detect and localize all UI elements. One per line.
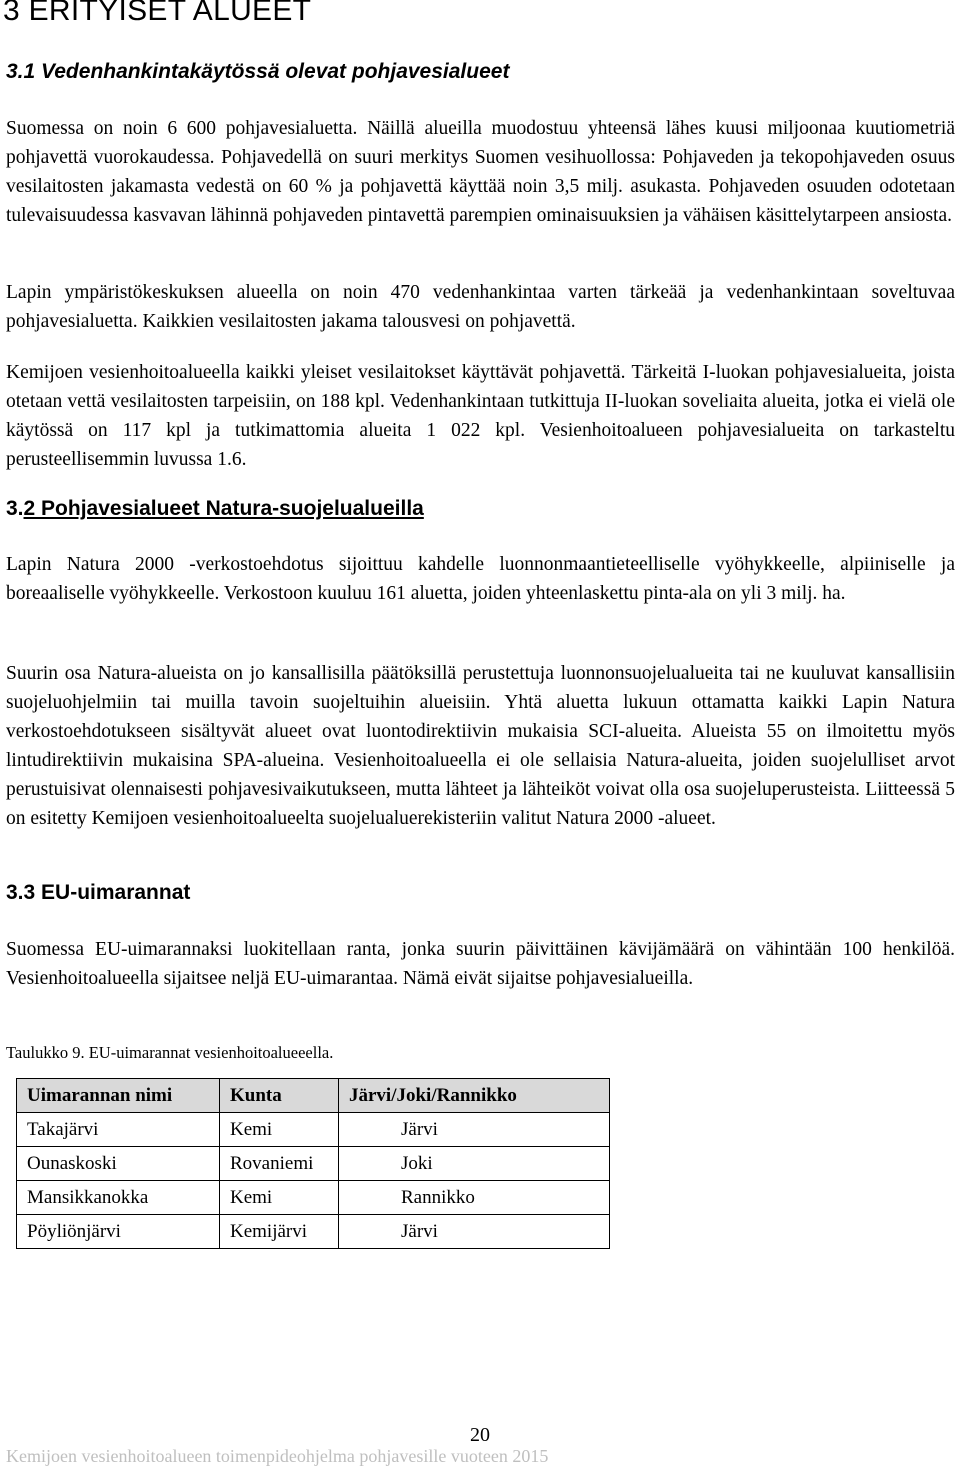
- paragraph-3-1-3: Kemijoen vesienhoitoalueella kaikki yleiset vesilaitokset käyttävät pohjavettä. Tärkeitä I-luokan pohjavesialueita, joista otetaan vettä vesilaitosten tarpeisiin, on 188 kpl. Vedenhankintaan tutkittuja II-luokan soveliaita alueita, jotka ei vielä ole käytössä on 117 kpl ja tutkimattomia alueita 1 022 kpl. Vesienhoitoalueen pohjavesialueita on tarkasteltu perusteellisemmin luvussa 1.6.: [6, 362, 955, 470]
- cell-municipality: Kemi: [220, 1181, 339, 1215]
- cell-beach-name: Pöyliönjärvi: [17, 1215, 220, 1249]
- cell-municipality: Kemijärvi: [220, 1215, 339, 1249]
- paragraph-3-1-2: Lapin ympäristökeskuksen alueella on noin 470 vedenhankintaa varten tärkeää ja vedenhankintaan soveltuvaa pohjavesialuetta. Kaikkien vesilaitosten jakama talousvesi on pohjavettä.: [6, 282, 955, 332]
- table-row: [17, 1181, 610, 1215]
- section-3-3-title: 3.3 EU-uimarannat: [6, 881, 191, 904]
- page-heading: 3 ERITYISET ALUEET: [3, 0, 312, 27]
- section-3-2-title-number: 3.: [6, 497, 24, 520]
- paragraph-3-2-1: Lapin Natura 2000 -verkostoehdotus sijoittuu kahdelle luonnonmaantieteelliselle vyöhykkeelle, alpiiniselle ja boreaaliselle vyöhykkeelle. Verkostoon kuuluu 161 aluetta, joiden yhteenlaskettu pinta-ala on yli 3 milj. ha.: [6, 554, 955, 604]
- paragraph-3-3-1: Suomessa EU-uimarannaksi luokitellaan ranta, jonka suurin päivittäinen kävijämäärä on vähintään 100 henkilöä. Vesienhoitoalueella sijaitsee neljä EU-uimarantaa. Nämä eivät sijaitse pohjavesialueilla.: [6, 939, 955, 989]
- cell-beach-name: Takajärvi: [17, 1113, 220, 1147]
- cell-beach-name: Ounaskoski: [17, 1147, 220, 1181]
- page-number: 20: [470, 1424, 490, 1446]
- page-footer: Kemijoen vesienhoitoalueen toimenpideohjelma pohjavesille vuoteen 2015: [6, 1446, 549, 1466]
- section-3-1-title: 3.1 Vedenhankintakäytössä olevat pohjavesialueet: [6, 60, 510, 83]
- section-3-2-title-text: 2 Pohjavesialueet Natura-suojelualueilla: [23, 497, 424, 520]
- header-municipality: Kunta: [220, 1079, 339, 1113]
- cell-municipality: Kemi: [220, 1113, 339, 1147]
- cell-water-type: Järvi: [339, 1215, 610, 1249]
- cell-beach-name: Mansikkanokka: [17, 1181, 220, 1215]
- cell-water-type: Joki: [339, 1147, 610, 1181]
- cell-water-type: Järvi: [339, 1113, 610, 1147]
- table-header-row: [17, 1079, 610, 1113]
- paragraph-3-1-1: Suomessa on noin 6 600 pohjavesialuetta. Näillä alueilla muodostuu yhteensä lähes kuusi miljoonaa kuutiometriä pohjavettä vuorokaudessa. Pohjavedellä on suuri merkitys Suomen vesihuollossa: Pohjaveden ja tekopohjaveden osuus vesilaitosten jakamasta vedestä on 60 % ja pohjavettä käyttää noin 3,5 milj. asukasta. Pohjaveden osuuden odotetaan tulevaisuudessa kasvavan lähinnä pohjaveden pintavettä parempien ominaisuuksien ja vähäisen käsittelytarpeen ansiosta.: [6, 118, 955, 226]
- cell-municipality: Rovaniemi: [220, 1147, 339, 1181]
- table-row: [17, 1215, 610, 1249]
- beach-table: [16, 1078, 610, 1249]
- cell-water-type: Rannikko: [339, 1181, 610, 1215]
- table-row: [17, 1113, 610, 1147]
- header-water-type: Järvi/Joki/Rannikko: [339, 1079, 610, 1113]
- header-beach-name: Uimarannan nimi: [17, 1079, 220, 1113]
- table-caption: Taulukko 9. EU-uimarannat vesienhoitoalueeella.: [6, 1043, 334, 1062]
- section-3-2-title: [6, 497, 424, 521]
- table-row: [17, 1147, 610, 1181]
- paragraph-3-2-2: Suurin osa Natura-alueista on jo kansallisilla päätöksillä perustettuja luonnonsuojelualueita tai ne kuuluvat kansallisiin suojeluohjelmiin tai muilla tavoin suojeltuihin alueisiin. Yhtä aluetta lukuun ottamatta kaikki Lapin Natura verkostoehdotukseen sisältyvät alueet ovat luontodirektiivin mukaisia SCI-alueita. Alueista 55 on ilmoitettu myös lintudirektiivin mukaisina SPA-alueina. Vesienhoitoalueella ei ole sellaisia Natura-alueita, joiden suojelulliset arvot perustuisivat olennaisesti pohjavesivaikutukseen, mutta lähteet ja lähteiköt voivat olla osa suojeluperusteista. Liitteessä 5 on esitetty Kemijoen vesienhoitoalueelta suojelualuerekisteriin valitut Natura 2000 -alueet.: [6, 663, 955, 829]
